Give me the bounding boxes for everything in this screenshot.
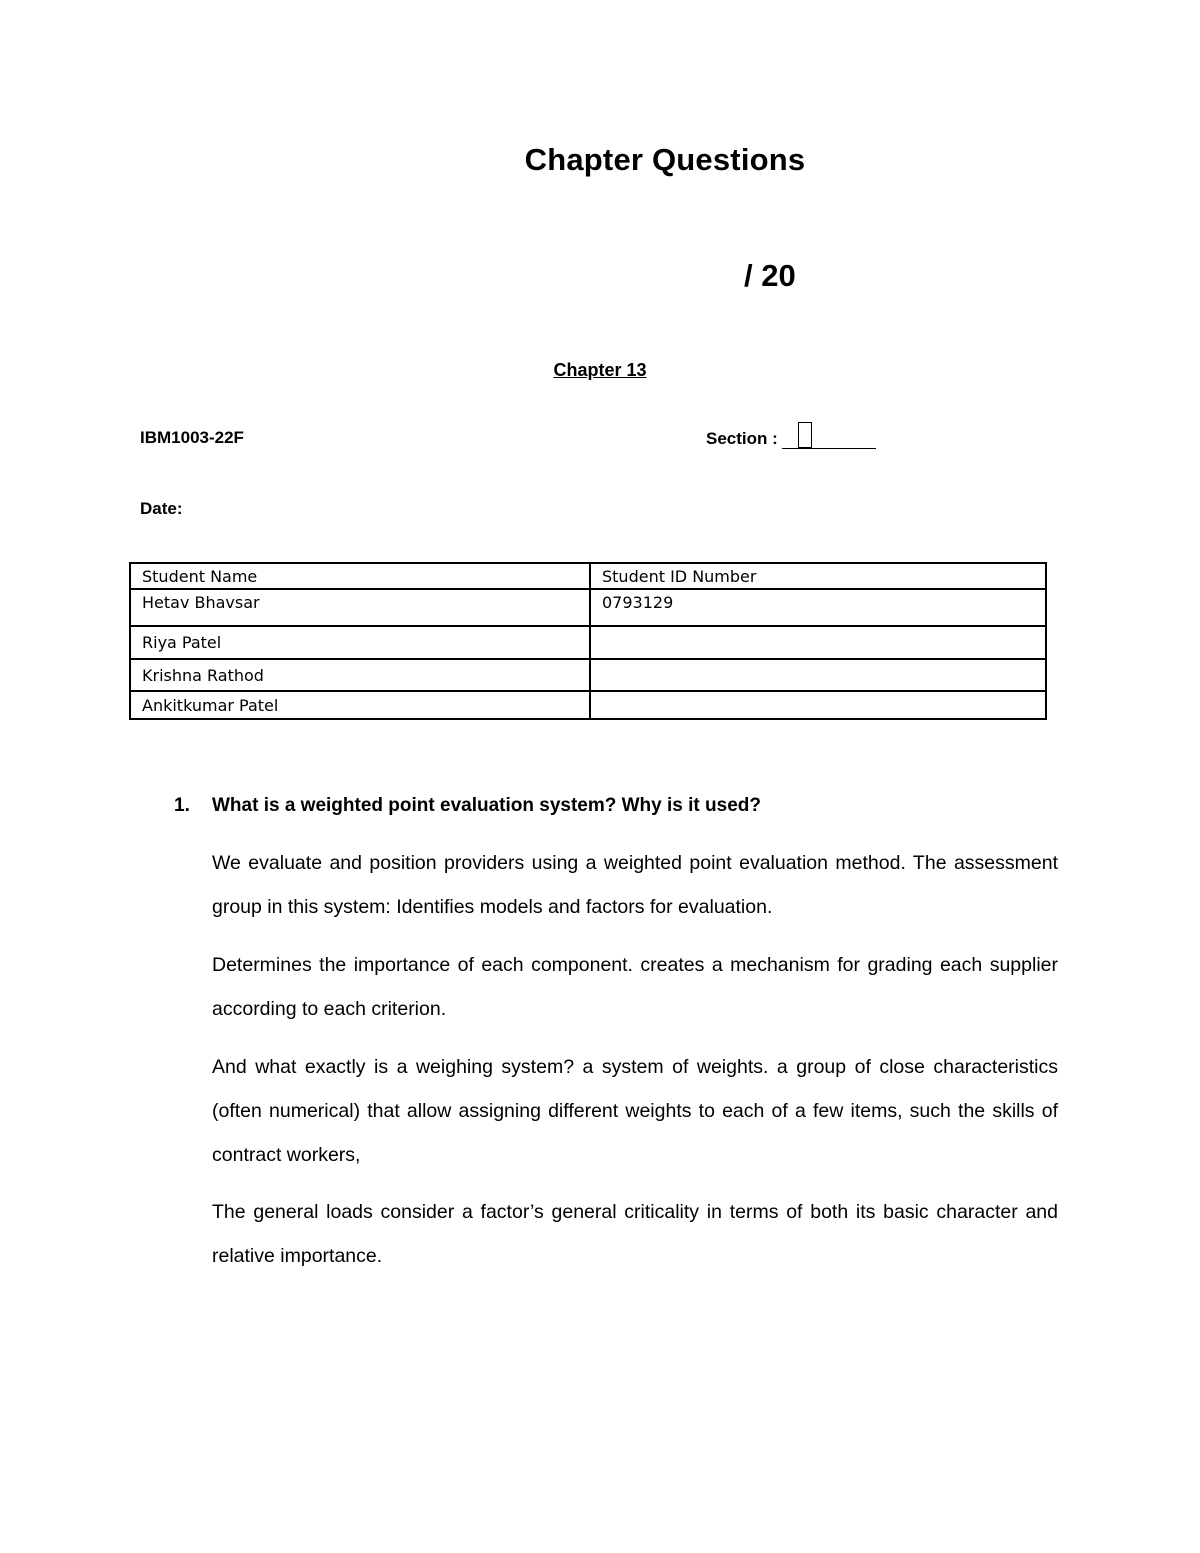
chapter-heading: Chapter 13 <box>553 360 647 380</box>
table-row <box>130 659 1046 691</box>
student-name-cell: Krishna Rathod <box>130 659 590 691</box>
answer-paragraph: The general loads consider a factor’s general criticality in terms of both its basic character and relative importance. <box>212 1201 1058 1267</box>
answer-paragraph: And what exactly is a weighing system? a system of weights. a group of close characteristics (often numerical) that allow assigning different weights to each of a few items, such the skills of contract workers, <box>212 1056 1058 1166</box>
date-label: Date: <box>140 499 183 518</box>
section-label: Section : <box>706 429 778 448</box>
answer-paragraph: Determines the importance of each component. creates a mechanism for grading each supplier according to each criterion. <box>212 954 1058 1020</box>
student-id-cell <box>590 659 1046 691</box>
student-id-cell <box>590 691 1046 719</box>
question-number: 1. <box>174 795 190 816</box>
table-row <box>130 691 1046 719</box>
table-row <box>130 626 1046 659</box>
table-header-row <box>130 563 1046 589</box>
header-student-id: Student ID Number <box>590 563 1046 589</box>
missing-glyph-icon <box>798 422 812 448</box>
section-field <box>706 428 876 449</box>
header-student-name: Student Name <box>130 563 590 589</box>
page-title: Chapter Questions <box>524 142 806 177</box>
course-code: IBM1003-22F <box>140 428 244 447</box>
student-name-cell: Riya Patel <box>130 626 590 659</box>
student-name-cell: Ankitkumar Patel <box>130 691 590 719</box>
question-text: What is a weighted point evaluation system? Why is it used? <box>212 795 761 816</box>
student-name-cell: Hetav Bhavsar <box>130 589 590 626</box>
score-total: / 20 <box>744 258 796 293</box>
student-id-cell: 0793129 <box>590 589 1046 626</box>
student-id-cell <box>590 626 1046 659</box>
section-blank <box>782 428 876 449</box>
answer-paragraph: We evaluate and position providers using a weighted point evaluation method. The assessment group in this system: Identifies models and factors for evaluation. <box>212 852 1058 918</box>
table-row <box>130 589 1046 626</box>
student-table <box>129 562 1047 720</box>
